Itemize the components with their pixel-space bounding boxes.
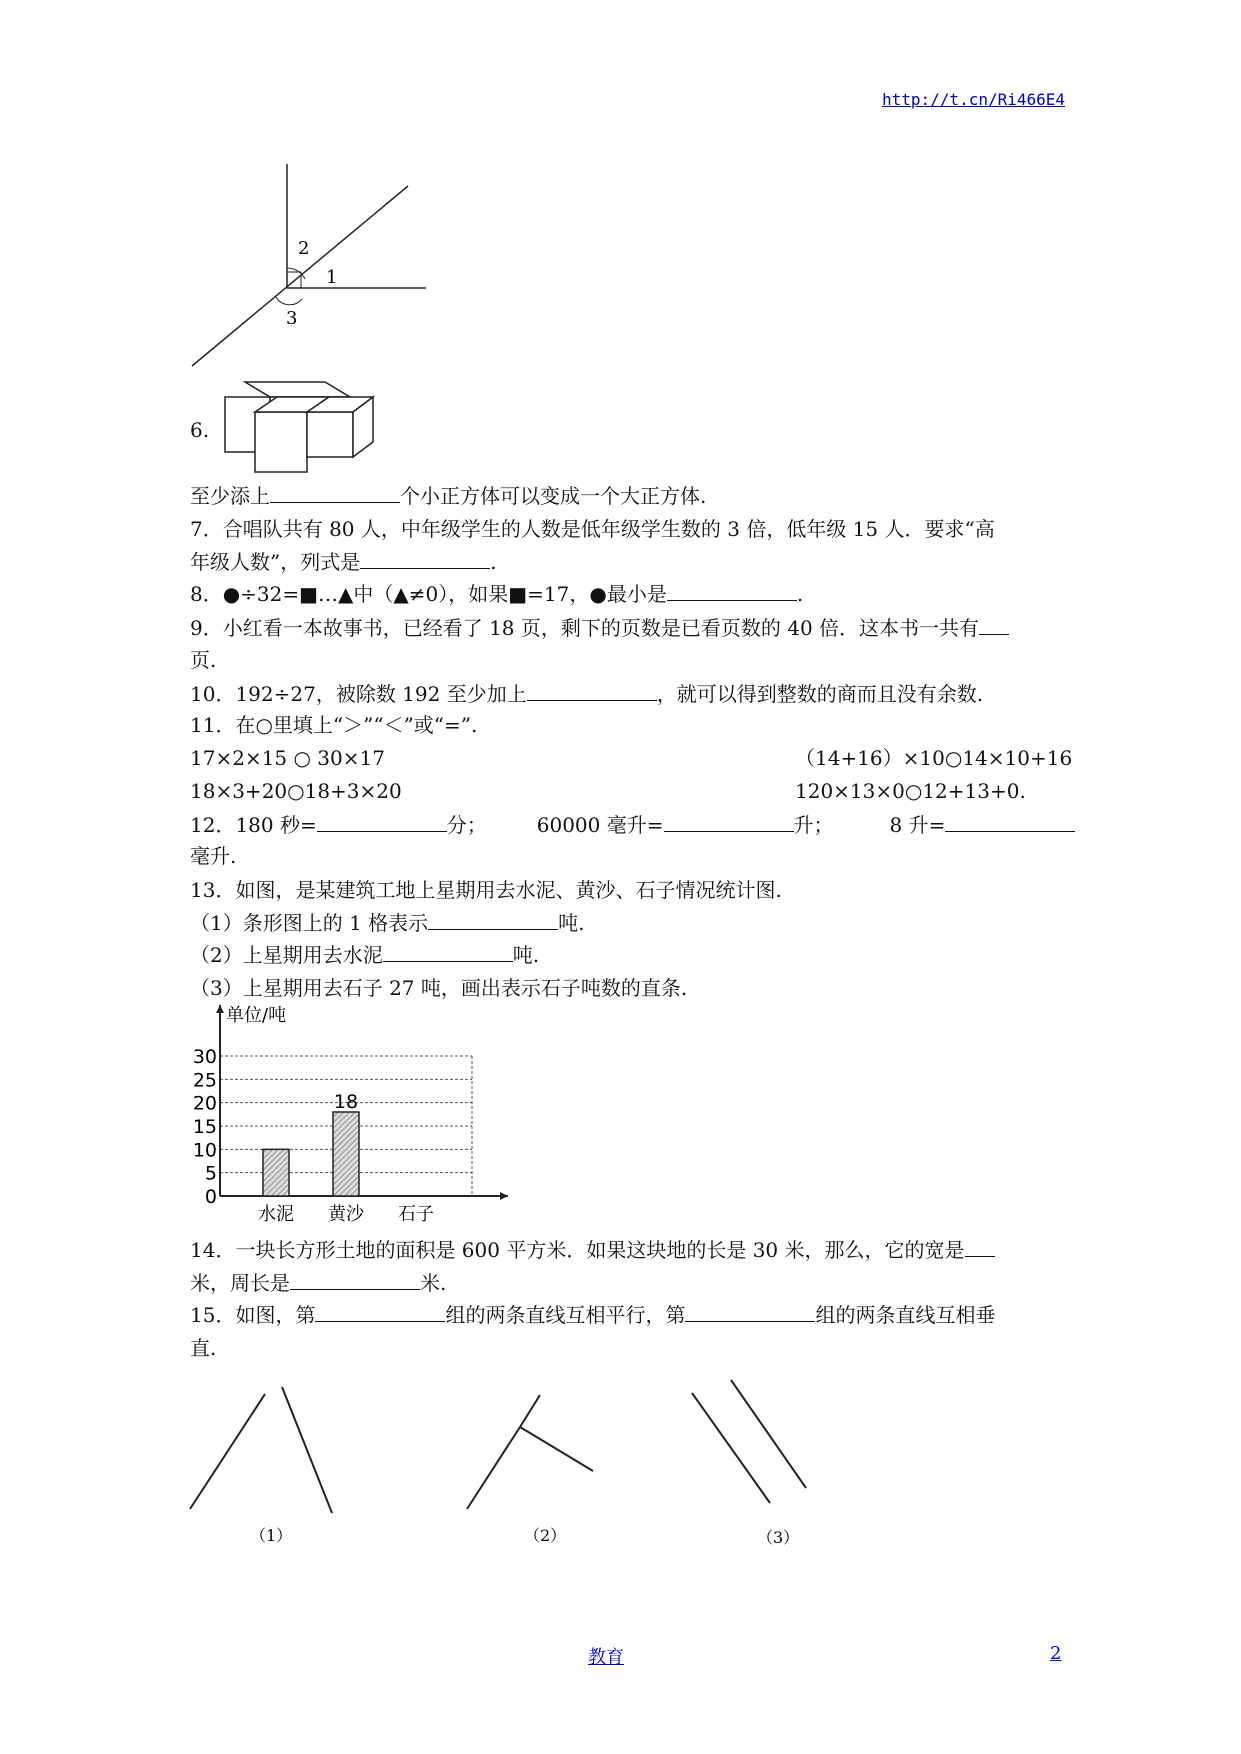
q6-text-pre: 至少添上 bbox=[190, 484, 270, 508]
y-tick-label: 15 bbox=[192, 1116, 217, 1138]
x-tick-label: 水泥 bbox=[258, 1204, 294, 1225]
q11-c: 18×3+20○18+3×20 bbox=[190, 779, 402, 803]
q6-text-post: 个小正方体可以变成一个大正方体. bbox=[400, 484, 707, 508]
bar-水泥 bbox=[263, 1149, 289, 1196]
q9-line2: 页. bbox=[190, 648, 217, 672]
q14-line2: 米，周长是 bbox=[190, 1271, 290, 1295]
q12-blank-2[interactable] bbox=[664, 813, 794, 832]
q15-text: 15．如图，第 bbox=[190, 1303, 316, 1327]
q12-u2: 升； bbox=[793, 813, 834, 837]
angle-label-2: 2 bbox=[298, 238, 310, 259]
q6-number: 6. bbox=[190, 418, 210, 442]
q12-p1: 12．180 秒= bbox=[190, 813, 317, 837]
q15-mid: 组的两条直线互相平行，第 bbox=[445, 1303, 686, 1327]
q8-period: . bbox=[796, 582, 804, 606]
q10-text: 10．192÷27，被除数 192 至少加上 bbox=[190, 682, 527, 706]
q14-blank-2[interactable] bbox=[290, 1271, 420, 1290]
data-label: 18 bbox=[333, 1091, 359, 1113]
q14-blank-1[interactable] bbox=[965, 1238, 995, 1257]
x-axis-arrow bbox=[500, 1192, 508, 1200]
fig-label-2: （2） bbox=[524, 1526, 567, 1545]
q13-s2: （2）上星期用去水泥 bbox=[190, 943, 383, 967]
q11-title: 11．在○里填上“＞”“＜”或“=”. bbox=[190, 713, 478, 737]
bar-chart bbox=[190, 1005, 520, 1230]
x-tick-label: 黄沙 bbox=[328, 1204, 364, 1225]
q7-line2: 年级人数”，列式是 bbox=[190, 550, 361, 574]
q7-line1: 7．合唱队共有 80 人，中年级学生的人数是低年级学生数的 3 倍，低年级 15 人．要求“高 bbox=[190, 517, 995, 541]
q9-line1: 9．小红看一本故事书，已经看了 18 页，剩下的页数是已看页数的 40 倍．这本书一共有 bbox=[190, 616, 980, 640]
bar-黄沙 bbox=[333, 1112, 359, 1196]
q13-s1: （1）条形图上的 1 格表示 bbox=[190, 911, 429, 935]
q13-s1-post: 吨. bbox=[558, 911, 585, 935]
x-tick-label: 石子 bbox=[398, 1204, 434, 1225]
footer-link[interactable]: 教育 bbox=[588, 1647, 624, 1668]
q7-answer-blank[interactable] bbox=[360, 550, 490, 569]
y-tick-label: 5 bbox=[204, 1162, 217, 1185]
header-link[interactable]: http://t.cn/Ri466E4 bbox=[882, 90, 1066, 109]
q10-text-post: ，就可以得到整数的商而且没有余数. bbox=[656, 682, 984, 706]
q13-title: 13．如图，是某建筑工地上星期用去水泥、黄沙、石子情况统计图. bbox=[190, 878, 782, 902]
lines-figure bbox=[190, 1370, 830, 1555]
q12-p3: 8 升= bbox=[889, 813, 946, 837]
q15-blank-2[interactable] bbox=[685, 1303, 815, 1322]
q11-b: （14+16）×10○14×10+16 bbox=[795, 746, 1073, 770]
angle-label-3: 3 bbox=[286, 308, 298, 329]
q13-s3: （3）上星期用去石子 27 吨，画出表示石子吨数的直条. bbox=[190, 976, 688, 1000]
fig-label-3: （3） bbox=[757, 1528, 800, 1547]
fig-label-1: （1） bbox=[250, 1526, 293, 1545]
angle-label-1: 1 bbox=[326, 267, 338, 288]
y-tick-label: 20 bbox=[192, 1092, 217, 1115]
q15-line2: 直. bbox=[190, 1336, 217, 1360]
cubes-figure bbox=[225, 382, 385, 477]
q15-blank-1[interactable] bbox=[315, 1303, 445, 1322]
q12-blank-3[interactable] bbox=[945, 813, 1075, 832]
y-axis-label: 单位/吨 bbox=[226, 1005, 287, 1026]
q12-line2: 毫升. bbox=[190, 844, 237, 868]
q8-answer-blank[interactable] bbox=[667, 582, 797, 601]
q12-p2: 60000 毫升= bbox=[536, 813, 664, 837]
q13-blank-2[interactable] bbox=[383, 943, 513, 962]
q14-line2-post: 米. bbox=[420, 1271, 447, 1295]
q14-line1: 14．一块长方形土地的面积是 600 平方米．如果这块地的长是 30 米，那么，它的宽是 bbox=[190, 1238, 965, 1262]
q12-blank-1[interactable] bbox=[317, 813, 447, 832]
q6-answer-blank[interactable] bbox=[270, 484, 400, 503]
y-tick-label: 0 bbox=[204, 1186, 217, 1208]
y-tick-label: 10 bbox=[192, 1139, 217, 1162]
q7-period: . bbox=[490, 550, 497, 574]
angle-figure bbox=[190, 164, 430, 369]
q11-d: 120×13×0○12+13+0. bbox=[795, 779, 1026, 803]
q9-answer-blank[interactable] bbox=[979, 616, 1009, 635]
q13-s2-post: 吨. bbox=[512, 943, 540, 967]
q13-blank-1[interactable] bbox=[428, 911, 558, 930]
q12-u1: 分； bbox=[446, 813, 487, 837]
q8-text: 8．●÷32=■…▲中（▲≠0），如果■=17，●最小是 bbox=[190, 582, 667, 606]
y-axis-arrow bbox=[216, 1005, 224, 1013]
y-tick-label: 25 bbox=[192, 1069, 217, 1092]
y-tick-label: 30 bbox=[192, 1046, 217, 1068]
q10-answer-blank[interactable] bbox=[527, 682, 657, 701]
page-number[interactable]: 2 bbox=[1050, 1643, 1062, 1664]
q15-post: 组的两条直线互相垂 bbox=[815, 1303, 996, 1327]
q11-a: 17×2×15 ○ 30×17 bbox=[190, 746, 385, 770]
